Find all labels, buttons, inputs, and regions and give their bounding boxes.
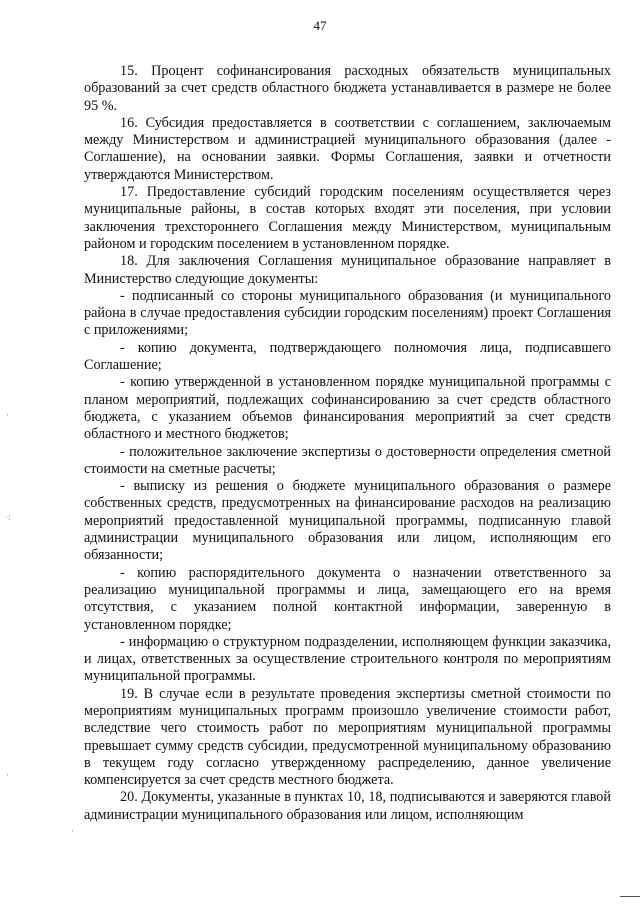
list-item-responsible-appointment: - копию распорядительного документа о назначении ответственного за реализацию муниципальной программы и лица, замещающего его на время отсутствия, с указанием полной контактной информации, заверенную в установленном порядке;	[84, 564, 611, 633]
paragraph-17: 17. Предоставление субсидий городским поселениям осуществляется через муниципальные районы, в состав которых входят эти поселения, при условии заключения трехстороннего Соглашения между Министерством, муниципальным районом и городским поселением в установленном порядке.	[84, 184, 611, 252]
list-item-budget-extract: - выписку из решения о бюджете муниципального образования о размере собственных средств, предусмотренных на финансирование расходов на реализацию мероприятий предоставленной муниципальной программы, подписанную главой администрации муниципального образования или лицом, исполняющим его обязанности;	[84, 478, 611, 564]
paragraph-20: 20. Документы, указанные в пунктах 10, 18, подписываются и заверяются главой администрации муниципального образования или лицом, исполняющим	[84, 789, 611, 823]
list-item-authority-copy: - копию документа, подтверждающего полномочия лица, подписавшего Соглашение;	[84, 339, 611, 374]
scan-margin-mark: ·	[6, 770, 9, 780]
scan-margin-mark: ·:	[5, 512, 11, 522]
list-item-expertise-conclusion: - положительное заключение экспертизы о достоверности определения сметной стоимости на сметные расчеты;	[84, 443, 611, 477]
paragraph-16: 16. Субсидия предоставляется в соответствии с соглашением, заключаемым между Министерством и администрацией муниципального образования (далее - Соглашение), на основании заявки. Формы Соглашения, заявки и отчетности утверждаются Министерством.	[84, 114, 611, 183]
page-number: 47	[313, 18, 327, 33]
list-item-structural-unit-info: - информацию о структурном подразделении, исполняющем функции заказчика, и лицах, ответственных за осуществление строительного контроля по мероприятиям муниципальной программы.	[84, 633, 611, 685]
scan-margin-mark: ·	[6, 410, 9, 420]
paragraph-15: 15. Процент софинансирования расходных обязательств муниципальных образований за счет средств областного бюджета устанавливается в размере не более 95 %.	[84, 63, 611, 114]
list-item-program-copy: - копию утвержденной в установленном порядке муниципальной программы с планом мероприятий, подлежащих софинансированию за счет средств областного бюджета, с указанием объемов финансирования мероприятий за счет средств областного и местного бюджетов;	[84, 374, 611, 443]
list-item-signed-draft: - подписанный со стороны муниципального образования (и муниципального района в случае предоставления субсидии городским поселениям) проект Соглашения с приложениями;	[84, 287, 611, 339]
document-body	[84, 63, 611, 824]
paragraph-18: 18. Для заключения Соглашения муниципальное образование направляет в Министерство следующие документы:	[84, 253, 611, 287]
scan-edge-line	[620, 896, 640, 897]
paragraph-19: 19. В случае если в результате проведения экспертизы сметной стоимости по мероприятиям муниципальных программ произошло увеличение стоимости работ, вследствие чего стоимость работ по мероприятиям муниципальной программы превышает сумму средств субсидии, предусмотренной муниципальному образованию в текущем году согласно утвержденному распределению, данное увеличение компенсируется за счет средств местного бюджета.	[84, 685, 611, 789]
scan-margin-mark: ·	[71, 826, 74, 836]
